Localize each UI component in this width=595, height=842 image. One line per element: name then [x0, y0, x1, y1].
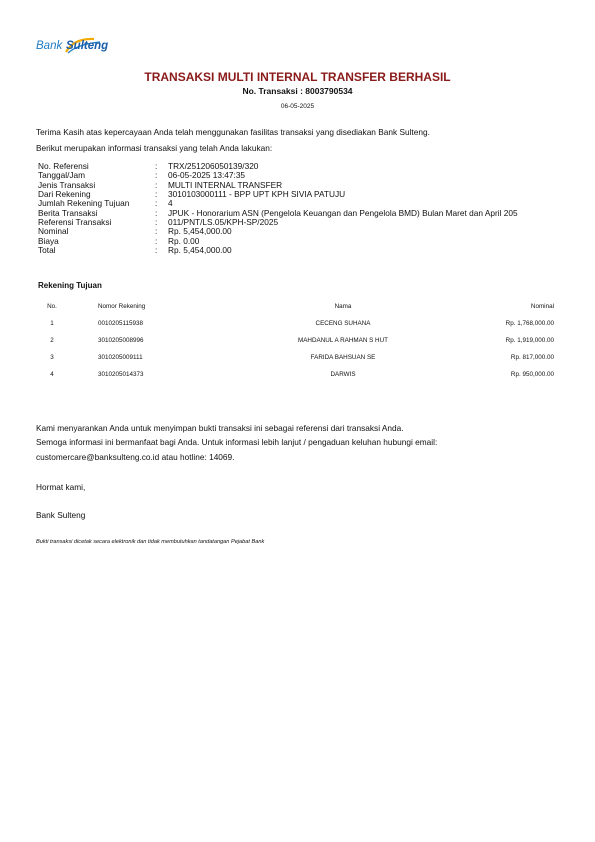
detail-separator: :: [155, 217, 158, 228]
detail-separator: :: [155, 226, 158, 237]
table-header-row: [38, 303, 558, 320]
recipients-section-title: Rekening Tujuan: [38, 281, 102, 290]
transaction-number: No. Transaksi : 8003790534: [242, 86, 353, 96]
table-row: [38, 371, 558, 388]
row-name: CECENG SUHANA: [315, 320, 371, 327]
detail-value: JPUK - Honorarium ASN (Pengelola Keuangan dan Pengelola BMD) Bulan Maret dan April 205: [168, 207, 518, 218]
header-amount: Nominal: [530, 303, 554, 310]
detail-label: Total: [38, 245, 56, 256]
detail-label: Biaya: [38, 235, 59, 246]
detail-label: Referensi Transaksi: [38, 217, 112, 228]
table-row: [38, 320, 558, 337]
table-row: [38, 337, 558, 354]
footer-line-2: Semoga informasi ini bermanfaat bagi Anda. Untuk informasi lebih lanjut / pengaduan keluhan hubungi email:: [36, 437, 438, 447]
closing-regards: Hormat kami,: [36, 482, 86, 492]
header-account: Nomor Rekening: [98, 303, 146, 310]
detail-label: Berita Transaksi: [38, 207, 98, 218]
row-name: DARWIS: [330, 371, 356, 378]
signature-bank-name: Bank Sulteng: [36, 510, 86, 520]
detail-label: Tanggal/Jam: [38, 170, 86, 181]
logo-bank-text: Bank: [36, 40, 63, 52]
detail-label: No. Referensi: [38, 161, 89, 171]
intro-line-2: Berikut merupakan informasi transaksi yang telah Anda lakukan:: [36, 143, 273, 153]
row-account: 3010205009111: [98, 354, 143, 361]
row-account: 0010205115938: [98, 320, 144, 327]
row-name: FARIDA BAHSUAN SE: [310, 354, 376, 361]
table-row: [38, 354, 558, 371]
footer-contact: customercare@banksulteng.co.id atau hotline: 14069.: [36, 452, 235, 462]
header-no: No.: [47, 303, 57, 310]
detail-separator: :: [155, 235, 158, 246]
header-name: Nama: [334, 303, 352, 310]
detail-value: 4: [168, 198, 173, 209]
detail-value: Rp. 0.00: [168, 235, 200, 246]
row-amount: Rp. 950,000.00: [510, 371, 554, 378]
detail-separator: :: [155, 179, 158, 190]
footer-line-1: Kami menyarankan Anda untuk menyimpan bukti transaksi ini sebagai referensi dari transaksi Anda.: [36, 423, 404, 433]
row-name: MAHDANUL A RAHMAN S HUT: [297, 337, 389, 344]
detail-separator: :: [155, 198, 158, 209]
row-account: 3010205014373: [98, 371, 144, 378]
detail-separator: :: [155, 245, 158, 256]
detail-separator: :: [155, 189, 158, 200]
detail-value: 3010103000111 - BPP UPT KPH SIVIA PATUJU: [168, 189, 346, 200]
transaction-date: 06-05-2025: [280, 103, 315, 110]
bank-sulteng-logo: [36, 36, 116, 58]
row-amount: Rp. 1,919,000.00: [505, 337, 554, 344]
detail-value: 06-05-2025 13:47:35: [168, 170, 246, 181]
logo-sulteng-text: Sulteng: [66, 40, 109, 52]
detail-label: Nominal: [38, 226, 69, 237]
detail-label: Jumlah Rekening Tujuan: [38, 198, 130, 209]
detail-separator: :: [155, 207, 158, 218]
intro-line-1: Terima Kasih atas kepercayaan Anda telah menggunakan fasilitas transaksi yang disediakan Bank Sulteng.: [36, 127, 430, 137]
row-amount: Rp. 1,768,000.00: [505, 320, 554, 327]
row-no: 4: [50, 371, 54, 378]
row-amount: Rp. 817,000.00: [510, 354, 554, 361]
detail-value: 011/PNT/LS.05/KPH-SP/2025: [168, 217, 279, 228]
detail-value: Rp. 5,454,000.00: [168, 245, 232, 256]
row-no: 2: [50, 337, 54, 344]
electronic-receipt-note: Bukti transaksi dicetak secara elektronik dan tidak membutuhkan tandatangan Pejabat Bank: [36, 539, 265, 545]
detail-separator: :: [155, 161, 158, 171]
page-title: TRANSAKSI MULTI INTERNAL TRANSFER BERHASIL: [144, 70, 451, 84]
recipients-table: [38, 303, 558, 388]
detail-label: Dari Rekening: [38, 189, 91, 200]
detail-value: MULTI INTERNAL TRANSFER: [168, 179, 283, 190]
detail-label: Jenis Transaksi: [38, 179, 96, 190]
row-account: 3010205008996: [98, 337, 144, 344]
row-no: 3: [50, 354, 54, 361]
detail-value: Rp. 5,454,000.00: [168, 226, 232, 237]
detail-separator: :: [155, 170, 158, 181]
detail-value: TRX/251206050139/320: [168, 161, 259, 171]
row-no: 1: [50, 320, 54, 327]
